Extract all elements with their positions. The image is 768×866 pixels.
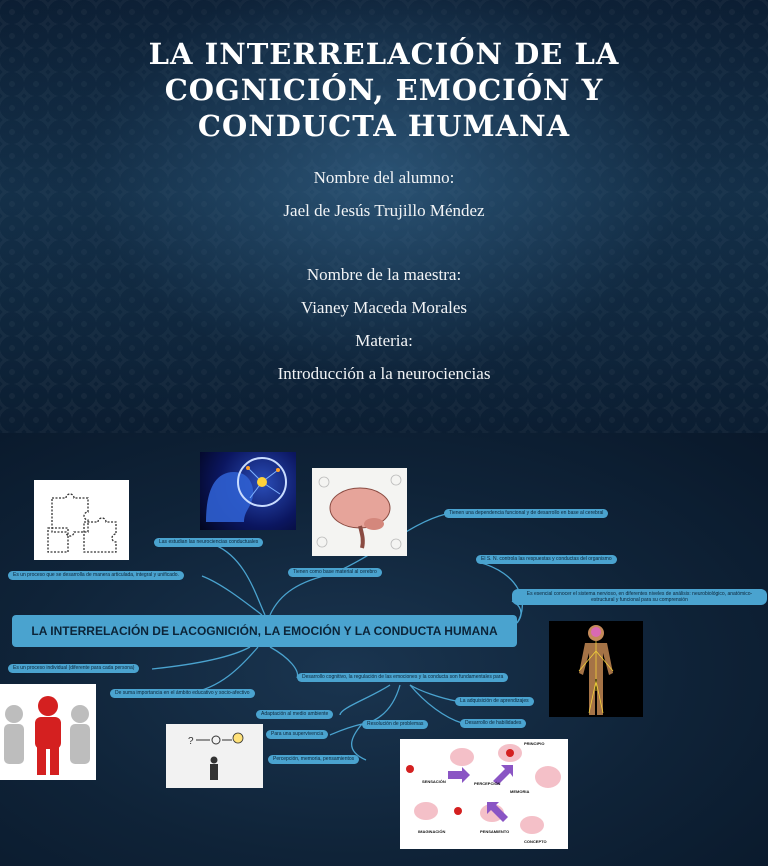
neuron-icon <box>200 452 296 530</box>
node-sn-controla[interactable]: El S. N. controla las respuestas y conductas del organismo <box>476 555 617 564</box>
label-imaginacion: IMAGINACIÓN <box>418 829 446 834</box>
label-pensamiento: PENSAMIENTO <box>480 829 510 834</box>
nervous-system-image <box>549 621 643 717</box>
teacher-name: Vianey Maceda Morales <box>300 298 468 317</box>
puzzle-image <box>34 480 129 560</box>
human-figures-image <box>0 684 96 780</box>
node-estudian[interactable]: Las estudian las neurociencias conductuales <box>154 538 263 547</box>
subject-label: Materia: <box>355 331 413 350</box>
node-aprendizajes[interactable]: La adquisición de aprendizajes <box>455 697 534 706</box>
body-nerves-icon <box>549 621 643 717</box>
title-line-2: COGNICIÓN, EMOCIÓN Y <box>164 73 604 107</box>
label-memoria: MEMORIA <box>510 789 530 794</box>
node-importancia[interactable]: De suma importancia en el ámbito educativo y socio-afectivo <box>110 689 255 698</box>
idea-icon <box>166 724 263 788</box>
teacher-label: Nombre de la maestra: <box>306 265 462 284</box>
label-principio: PRINCIPIO <box>524 741 545 746</box>
title-line-3: CONDUCTA HUMANA <box>197 109 571 143</box>
node-habilidades[interactable]: Desarrollo de habilidades <box>460 719 526 728</box>
mind-map <box>0 433 768 866</box>
cognitive-diagram-image <box>400 739 568 849</box>
cover-title <box>0 36 768 144</box>
node-esencial[interactable]: Es esencial conocer el sistema nervioso, en diferentes niveles de análisis: neurobiológico, anatómico-estructural y funcional para su comprensión <box>512 589 767 605</box>
node-articulada[interactable]: Es un proceso que se desarrolla de manera articulada, integral y unificado. <box>8 571 184 580</box>
node-percepcion[interactable]: Percepción, memoria, pensamientos <box>268 755 359 764</box>
node-individual[interactable]: Es un proceso individual (diferente para cada persona) <box>8 664 139 673</box>
student-label: Nombre del alumno: <box>313 168 455 187</box>
node-dependencia[interactable]: Tienen una dependencia funcional y de desarrollo en base al cerebral <box>444 509 608 518</box>
thinking-man-image <box>166 724 263 788</box>
central-topic[interactable]: LA INTERRELACIÓN DE LACOGNICIÓN, LA EMOCIÓN Y LA CONDUCTA HUMANA <box>12 615 517 647</box>
label-sensacion: SENSACIÓN <box>422 779 446 784</box>
brain-network-image <box>200 452 296 530</box>
subject-name: Introducción a la neurociencias <box>277 364 491 383</box>
student-name: Jael de Jesús Trujillo Méndez <box>283 201 485 220</box>
people-icon <box>0 684 96 780</box>
label-percepcion: PERCEPCIÓN <box>474 781 501 786</box>
node-desarrollo-cognitivo[interactable]: Desarrollo cognitivo, la regulación de las emociones y la conducta son fundamentales para <box>297 673 508 682</box>
label-concepto: CONCEPTO <box>524 839 547 844</box>
node-adaptacion[interactable]: Adaptación al medio ambiente <box>256 710 333 719</box>
node-resolucion[interactable]: Resolución de problemas <box>362 720 428 729</box>
brain-sketch-image <box>312 468 407 556</box>
svg-text:?: ? <box>188 736 194 747</box>
brain-icon <box>312 468 407 556</box>
title-line-1: LA INTERRELACIÓN DE LA <box>148 37 620 71</box>
puzzle-icon <box>34 480 129 560</box>
node-base-material[interactable]: Tienen como base material al cerebro <box>288 568 382 577</box>
node-supervivencia[interactable]: Para una supervivencia <box>266 730 328 739</box>
process-diagram <box>400 739 568 849</box>
